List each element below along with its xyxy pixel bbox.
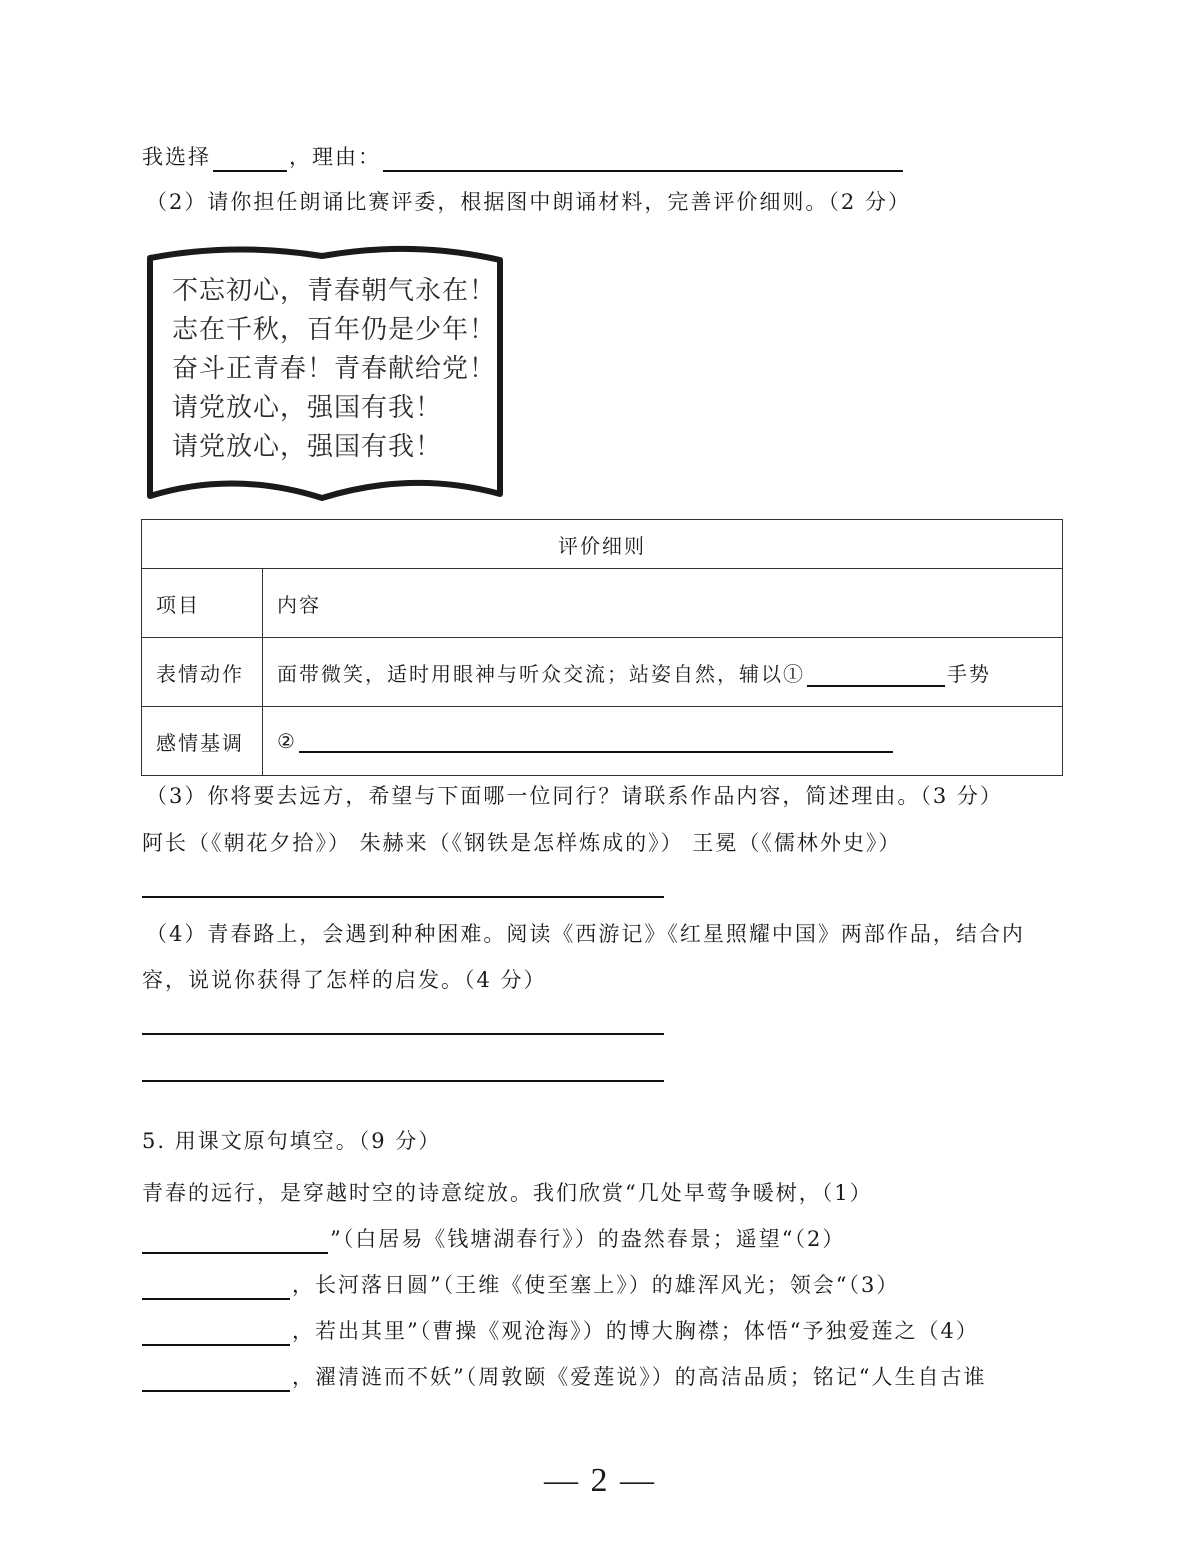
fill-blank-3[interactable]	[142, 1322, 290, 1346]
rubric-header-item: 项目	[142, 569, 263, 638]
rubric-header-content: 内容	[263, 569, 1063, 638]
book-line: 志在千秋，百年仍是少年！	[172, 315, 497, 345]
q5-line	[142, 1316, 979, 1346]
q3-prompt: （3）你将要去远方，希望与下面哪一位同行？请联系作品内容，简述理由。（3 分）	[146, 784, 1003, 808]
q5-line	[142, 1362, 986, 1392]
book-line: 请党放心，强国有我！	[172, 432, 443, 462]
q4-answer-line[interactable]	[142, 1033, 664, 1035]
reason-blank[interactable]	[383, 148, 903, 172]
rubric-row-item: 感情基调	[142, 707, 263, 776]
tone-blank[interactable]	[299, 729, 893, 753]
q5-text: ”（白居易《钱塘湖春行》）的盎然春景；遥望“（2）	[330, 1227, 846, 1251]
reason-label: ，理由：	[289, 145, 381, 169]
q4-answer-line[interactable]	[142, 1080, 664, 1082]
q5-line	[142, 1270, 899, 1300]
book-line: 请党放心，强国有我！	[172, 393, 443, 423]
book-text	[172, 272, 496, 467]
choice-prefix: 我选择	[142, 145, 211, 169]
gesture-blank[interactable]	[807, 663, 945, 687]
choice-line	[142, 142, 905, 172]
q5-text: ，若出其里”（曹操《观沧海》）的博大胸襟；体悟“予独爱莲之（4）	[292, 1319, 979, 1343]
q4-prompt-line2: 容，说说你获得了怎样的启发。（4 分）	[142, 968, 547, 992]
rubric-table	[141, 519, 1063, 776]
book-line: 不忘初心，青春朝气永在！	[172, 276, 497, 306]
q5-line: 青春的远行，是穿越时空的诗意绽放。我们欣赏“几处早莺争暖树，（1）	[142, 1181, 873, 1205]
q4-prompt-line1: （4）青春路上，会遇到种种困难。阅读《西游记》《红星照耀中国》两部作品，结合内	[146, 922, 1025, 946]
q2-prompt: （2）请你担任朗诵比赛评委，根据图中朗诵材料，完善评价细则。（2 分）	[146, 190, 911, 214]
rubric-content-tail: 手势	[947, 661, 991, 686]
rubric-row-item: 表情动作	[142, 638, 263, 707]
book-illustration	[144, 236, 504, 504]
q3-options: 阿长（《朝花夕拾》） 朱赫来（《钢铁是怎样炼成的》） 王冕（《儒林外史》）	[142, 831, 902, 855]
choice-blank[interactable]	[213, 148, 287, 172]
q5-title: 5. 用课文原句填空。（9 分）	[142, 1129, 442, 1153]
rubric-title: 评价细则	[142, 520, 1063, 569]
book-line: 奋斗正青春！青春献给党！	[172, 354, 497, 384]
q5-text: ，长河落日圆”（王维《使至塞上》）的雄浑风光；领会“（3）	[292, 1273, 900, 1297]
rubric-row-content	[263, 638, 1063, 707]
fill-blank-4[interactable]	[142, 1368, 290, 1392]
rubric-row-content	[263, 707, 1063, 776]
q5-line	[142, 1224, 845, 1254]
q5-text: ，濯清涟而不妖”（周敦颐《爱莲说》）的高洁品质；铭记“人生自古谁	[292, 1365, 987, 1389]
fill-blank-2[interactable]	[142, 1276, 290, 1300]
page-number: — 2 —	[544, 1462, 656, 1499]
rubric-content-text: ②	[277, 729, 297, 753]
fill-blank-1[interactable]	[142, 1230, 328, 1254]
rubric-content-text: 面带微笑，适时用眼神与听众交流；站姿自然，辅以①	[277, 661, 805, 686]
q3-answer-line[interactable]	[142, 896, 664, 898]
